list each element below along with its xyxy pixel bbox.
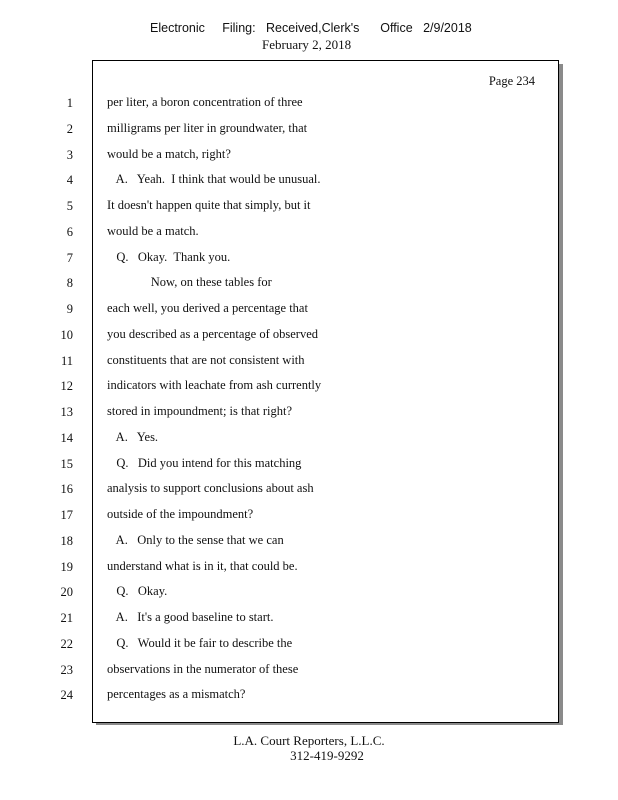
transcript-line: percentages as a mismatch? xyxy=(107,687,246,702)
line-number: 23 xyxy=(60,662,73,677)
transcript-line: each well, you derived a percentage that xyxy=(107,301,308,315)
line-number: 3 xyxy=(66,147,73,162)
transcript-line: constituents that are not consistent with xyxy=(107,352,305,367)
line-number: 16 xyxy=(60,482,73,497)
line-number: 24 xyxy=(60,688,73,703)
line-number: 9 xyxy=(66,302,73,316)
footer-company: L.A. Court Reporters, L.L.C. xyxy=(233,733,385,748)
filing-date: February 2, 2018 xyxy=(262,37,352,52)
transcript-line: understand what is in it, that could be. xyxy=(107,558,298,573)
transcript-line: stored in impoundment; is that right? xyxy=(107,404,293,418)
transcript-line: analysis to support conclusions about ash xyxy=(107,481,314,496)
transcript-line: A. Only to the sense that we can xyxy=(107,532,284,547)
transcript-line: Q. Would it be fair to describe the xyxy=(107,635,293,650)
transcript-line: A. It's a good baseline to start. xyxy=(107,610,274,624)
line-number: 13 xyxy=(60,405,73,419)
transcript-line: Now, on these tables for xyxy=(107,275,272,290)
transcript-page xyxy=(60,60,559,723)
line-number: 6 xyxy=(66,224,73,239)
line-number: 20 xyxy=(60,585,73,600)
line-number: 22 xyxy=(60,636,73,651)
page-number: Page 234 xyxy=(488,74,535,88)
line-number: 11 xyxy=(60,353,73,368)
transcript-line: indicators with leachate from ash currently xyxy=(107,378,322,393)
transcript-line: milligrams per liter in groundwater, that xyxy=(107,120,308,135)
line-number: 4 xyxy=(66,173,73,188)
transcript-line: observations in the numerator of these xyxy=(107,661,299,676)
line-number: 15 xyxy=(60,456,73,471)
transcript-line: A. Yes. xyxy=(107,429,159,444)
transcript-line: A. Yeah. I think that would be unusual. xyxy=(107,172,321,187)
line-number: 7 xyxy=(66,250,73,265)
line-number: 5 xyxy=(66,199,73,213)
line-number: 21 xyxy=(60,611,73,625)
line-number: 14 xyxy=(60,430,73,445)
line-number: 12 xyxy=(60,379,73,394)
transcript-line: you described as a percentage of observed xyxy=(107,326,319,341)
transcript-line: would be a match, right? xyxy=(107,146,231,161)
line-number: 1 xyxy=(66,96,73,110)
line-number: 10 xyxy=(60,327,73,342)
transcript-line: would be a match. xyxy=(107,223,199,238)
footer-phone: 312-419-9292 xyxy=(290,748,364,763)
transcript-line: Q. Okay. xyxy=(107,584,168,599)
line-number: 19 xyxy=(60,559,73,574)
filing-stamp: Electronic Filing: Received,Clerk's Office 2/9/2018 xyxy=(150,21,472,35)
transcript-line: Q. Did you intend for this matching xyxy=(107,455,302,470)
line-number: 2 xyxy=(66,121,73,136)
transcript-line: outside of the impoundment? xyxy=(107,507,254,521)
line-number: 8 xyxy=(66,276,73,291)
transcript-line: Q. Okay. Thank you. xyxy=(107,249,231,264)
line-number: 18 xyxy=(60,533,73,548)
transcript-line: It doesn't happen quite that simply, but it xyxy=(107,198,311,212)
line-number: 17 xyxy=(60,508,73,522)
transcript-line: per liter, a boron concentration of three xyxy=(107,95,303,109)
